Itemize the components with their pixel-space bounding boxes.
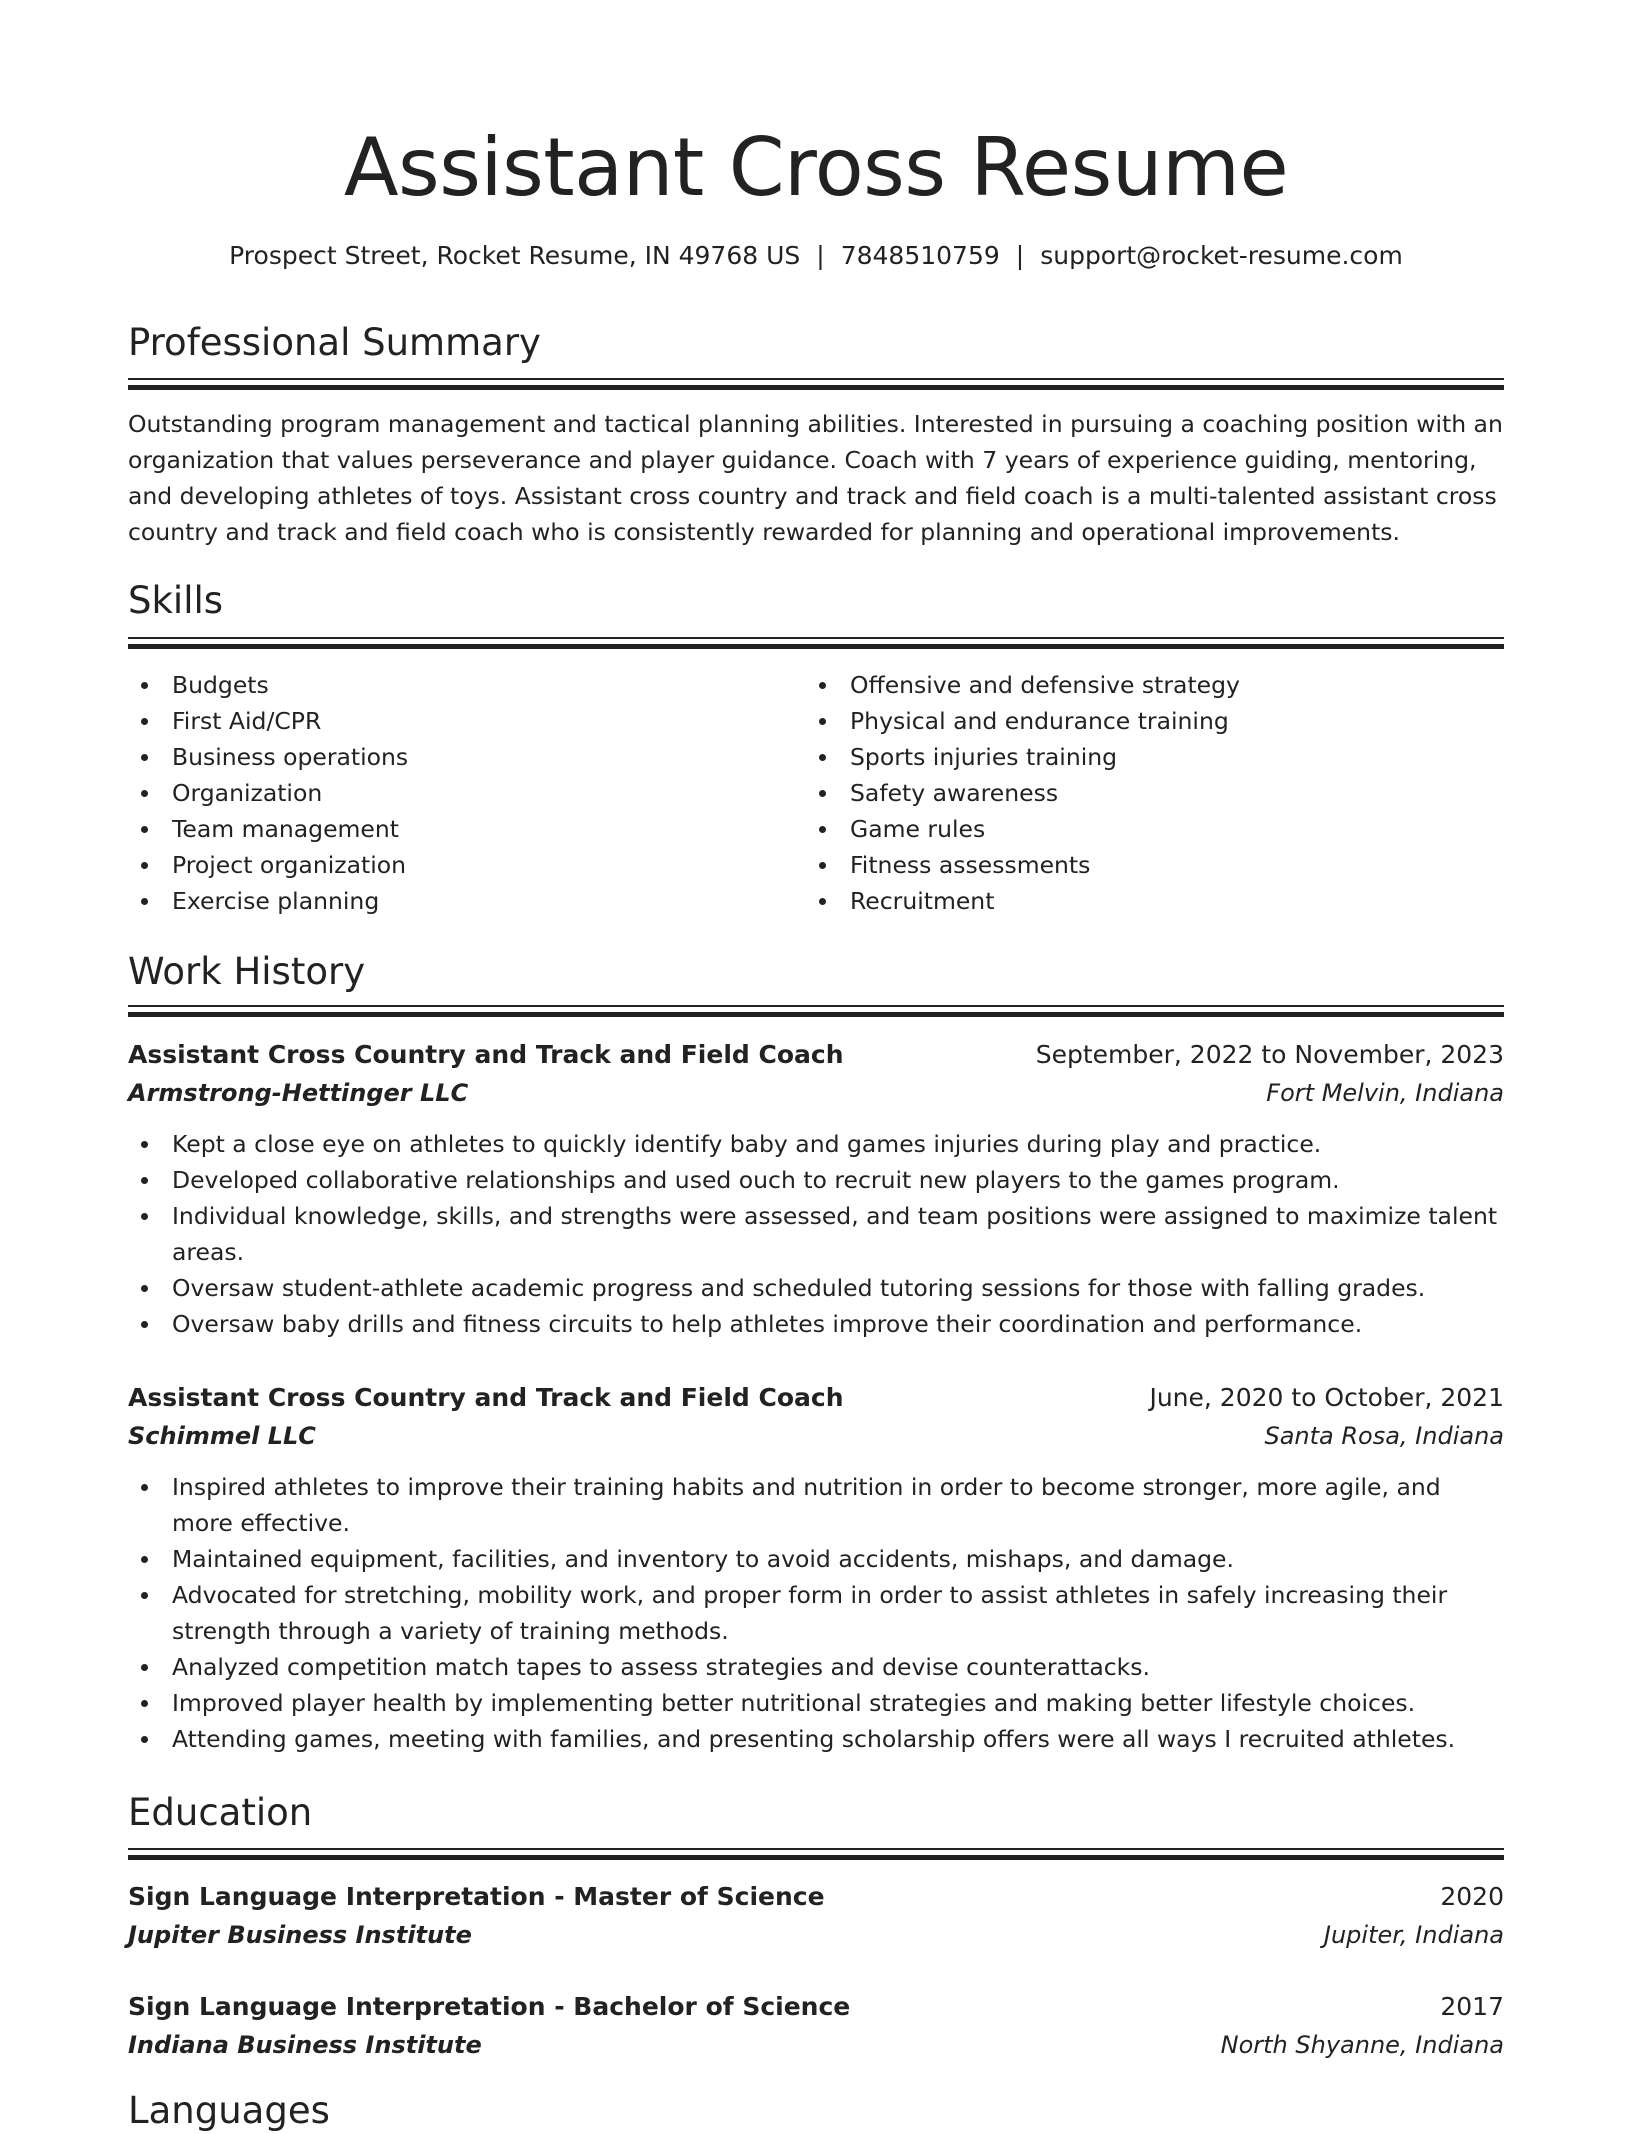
job-title: Assistant Cross Country and Track and Field Coach — [128, 1383, 844, 1412]
job-header — [128, 1379, 1504, 1417]
skill-item: Project organization — [128, 847, 808, 883]
skill-item: Physical and endurance training — [806, 703, 1486, 739]
job-bullet: Advocated for stretching, mobility work, and proper form in order to assist athletes in safely increasing their strength through a variety of training methods. — [128, 1577, 1504, 1649]
section-divider — [128, 637, 1504, 649]
job-bullet: Improved player health by implementing better nutritional strategies and making better lifestyle choices. — [128, 1685, 1504, 1721]
skill-item: Team management — [128, 811, 808, 847]
skill-item: Safety awareness — [806, 775, 1486, 811]
job-entry — [128, 1036, 1504, 1342]
summary-text: Outstanding program management and tactical planning abilities. Interested in pursuing a coaching position with an organization that values perseverance and player guidance. Coach with 7 years of experience guiding, mentoring, and developing athletes of toys. Assistant cross country and track and field coach is a multi-talented assistant cross country and track and field coach who is consistently rewarded for planning and operational improvements. — [128, 410, 1503, 546]
job-bullet: Maintained equipment, facilities, and inventory to avoid accidents, mishaps, and damage. — [128, 1541, 1504, 1577]
job-subheader — [128, 1417, 1504, 1455]
job-bullet: Attending games, meeting with families, and presenting scholarship offers were all ways I recruited athletes. — [128, 1721, 1504, 1757]
job-subheader — [128, 1074, 1504, 1112]
contact-email: support@rocket-resume.com — [1040, 241, 1403, 270]
section-title-summary: Professional Summary — [128, 321, 541, 364]
contact-address: Prospect Street, Rocket Resume, IN 49768 US — [229, 241, 801, 270]
education-header — [128, 1878, 1504, 1916]
job-bullet: Inspired athletes to improve their training habits and nutrition in order to become stronger, more agile, and more effective. — [128, 1469, 1504, 1541]
job-bullet: Individual knowledge, skills, and strengths were assessed, and team positions were assigned to maximize talent areas. — [128, 1198, 1504, 1270]
education-year: 2017 — [1440, 1992, 1504, 2021]
skill-item: First Aid/CPR — [128, 703, 808, 739]
skill-item: Exercise planning — [128, 883, 808, 919]
job-dates: June, 2020 to October, 2021 — [1149, 1383, 1504, 1412]
skill-item: Sports injuries training — [806, 739, 1486, 775]
job-bullets — [128, 1469, 1504, 1757]
job-bullet: Oversaw student-athlete academic progress and scheduled tutoring sessions for those with falling grades. — [128, 1270, 1504, 1306]
education-school: Indiana Business Institute — [128, 2031, 482, 2059]
education-degree: Sign Language Interpretation - Master of Science — [128, 1882, 825, 1911]
education-subheader — [128, 1916, 1504, 1954]
section-title-skills: Skills — [128, 579, 224, 622]
education-year: 2020 — [1440, 1882, 1504, 1911]
contact-separator: | — [1015, 241, 1025, 270]
skill-item: Business operations — [128, 739, 808, 775]
job-dates: September, 2022 to November, 2023 — [1035, 1040, 1504, 1069]
job-entry — [128, 1379, 1504, 1757]
skills-list-left — [128, 667, 808, 919]
section-divider — [128, 378, 1504, 390]
contact-separator: | — [816, 241, 825, 270]
job-bullets — [128, 1126, 1504, 1342]
education-location: Jupiter, Indiana — [1323, 1921, 1504, 1949]
job-location: Santa Rosa, Indiana — [1264, 1422, 1504, 1450]
skill-item: Recruitment — [806, 883, 1486, 919]
skill-item: Offensive and defensive strategy — [806, 667, 1486, 703]
education-location: North Shyanne, Indiana — [1220, 2031, 1504, 2059]
section-title-work: Work History — [128, 950, 366, 993]
education-entry — [128, 1878, 1504, 1954]
section-divider — [128, 1848, 1504, 1860]
skills-list-right — [806, 667, 1486, 919]
job-company: Armstrong-Hettinger LLC — [128, 1079, 469, 1107]
job-location: Fort Melvin, Indiana — [1266, 1079, 1504, 1107]
education-header — [128, 1988, 1504, 2026]
contact-line — [128, 238, 1504, 274]
skill-item: Game rules — [806, 811, 1486, 847]
job-bullet: Kept a close eye on athletes to quickly identify baby and games injuries during play and practice. — [128, 1126, 1504, 1162]
section-title-languages: Languages — [128, 2089, 330, 2132]
skill-item: Organization — [128, 775, 808, 811]
education-school: Jupiter Business Institute — [128, 1921, 472, 1949]
job-title: Assistant Cross Country and Track and Field Coach — [128, 1040, 844, 1069]
skill-item: Fitness assessments — [806, 847, 1486, 883]
job-bullet: Analyzed competition match tapes to assess strategies and devise counterattacks. — [128, 1649, 1504, 1685]
skill-item: Budgets — [128, 667, 808, 703]
job-bullet: Oversaw baby drills and fitness circuits to help athletes improve their coordination and performance. — [128, 1306, 1504, 1342]
education-subheader — [128, 2026, 1504, 2064]
section-title-languages-cutoff — [128, 2089, 1504, 2132]
job-bullet: Developed collaborative relationships and used ouch to recruit new players to the games program. — [128, 1162, 1504, 1198]
job-company: Schimmel LLC — [128, 1422, 316, 1450]
resume-name: Assistant Cross Resume — [343, 121, 1289, 214]
section-divider — [128, 1005, 1504, 1017]
job-header — [128, 1036, 1504, 1074]
contact-phone: 7848510759 — [840, 241, 1000, 270]
section-title-education: Education — [128, 1791, 313, 1834]
education-entry — [128, 1988, 1504, 2064]
education-degree: Sign Language Interpretation - Bachelor of Science — [128, 1992, 851, 2021]
